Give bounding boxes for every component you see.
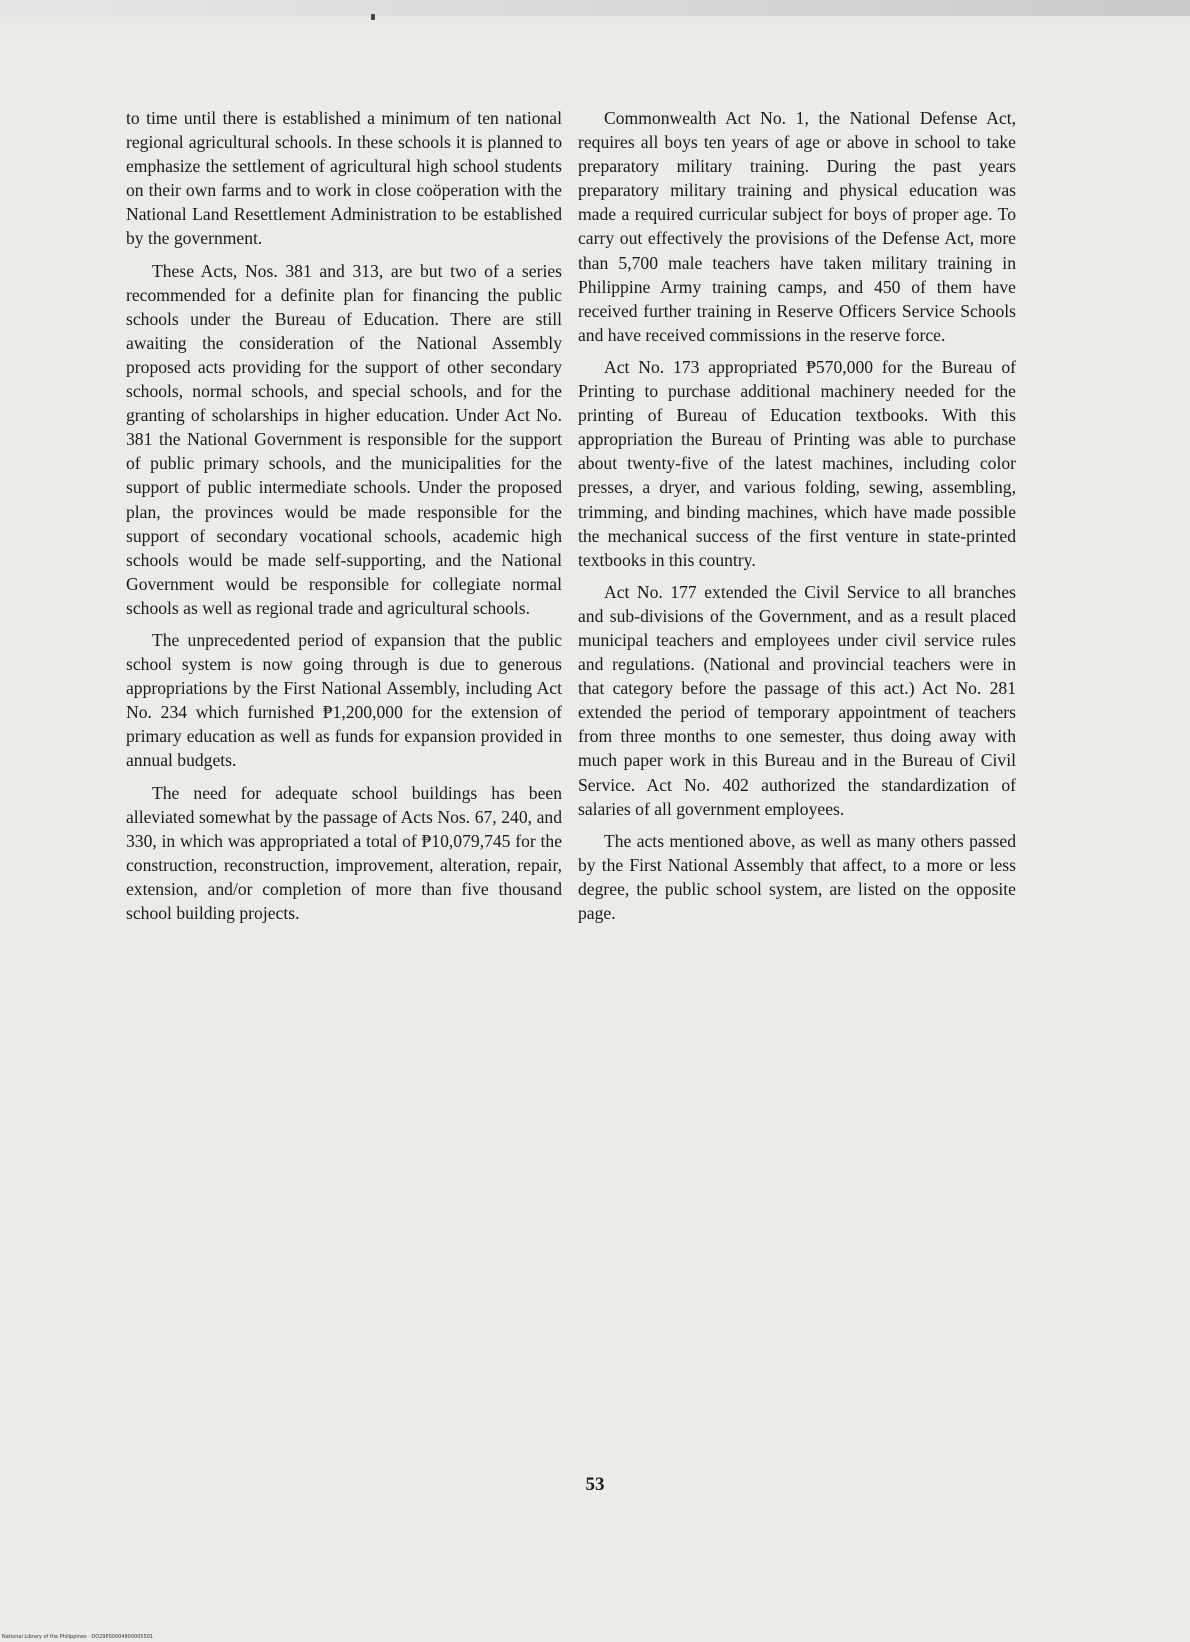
paragraph: The need for adequate school buildings has been alleviated somewhat by the passage of Acts Nos. 67, 240, and 330, in which was appropriated a total of ₱10,079,745 for the construction, reconstruction, improvement, alteration, repair, extension, and/or completion of more than five thousand school building projects. — [126, 782, 562, 923]
left-text-column — [126, 106, 562, 933]
paragraph: Act No. 177 extended the Civil Service to all branches and sub-divisions of the Government, and as a result placed municipal teachers and employees under civil service rules and regulations. (National and provincial teachers were in that category before the passage of this act.) Act No. 281 extended the period of temporary appointment of teachers from three months to one semester, thus doing away with much paper work in this Bureau and in the Bureau of Civil Service. Act No. 402 authorized the standardization of salaries of all government employees. — [578, 581, 1016, 819]
paragraph: Act No. 173 appropriated ₱570,000 for the Bureau of Printing to purchase additional machinery needed for the printing of Bureau of Education textbooks. With this appropriation the Bureau of Printing was able to purchase about twenty-five of the latest machines, including color presses, a dryer, and various folding, sewing, assembling, trimming, and binding machines, which have made possible the mechanical success of the first venture in state-printed textbooks in this country. — [578, 356, 1016, 570]
right-text-column — [578, 106, 1016, 933]
paragraph: The unprecedented period of expansion that the public school system is now going through is due to generous appropriations by the First National Assembly, including Act No. 234 which furnished ₱1,200,000 for the extension of primary education as well as funds for expansion provided in annual budgets. — [126, 629, 562, 771]
paragraph: to time until there is established a minimum of ten national regional agricultural schools. In these schools it is planned to emphasize the settlement of agricultural high school students on their own farms and to work in close coöperation with the National Land Resettlement Administration to be established by the government. — [126, 108, 562, 249]
page-number: 53 — [585, 1474, 605, 1495]
paragraph: The acts mentioned above, as well as many others passed by the First National Assembly that affect, to a more or less degree, the public school system, are listed on the opposite page. — [578, 830, 1016, 923]
paragraph: Commonwealth Act No. 1, the National Defense Act, requires all boys ten years of age or above in school to take preparatory military training. During the past years preparatory military training and physical education was made a required curricular subject for boys of proper age. To carry out effectively the provisions of the Defense Act, more than 5,700 male teachers have taken military training in Philippine Army training camps, and 450 of them have received further training in Reserve Officers Service Schools and have received commissions in the reserve force. — [578, 108, 1016, 345]
scan-speck — [371, 14, 375, 20]
archive-footer-note: National Library of the Philippines · DO29P00004800005501 — [2, 1634, 154, 1640]
paragraph: These Acts, Nos. 381 and 313, are but two of a series recommended for a definite plan for financing the public schools under the Bureau of Education. There are still awaiting the consideration of the National Assembly proposed acts providing for the support of other secondary schools, normal schools, and special schools, and for the granting of scholarships in higher education. Under Act No. 381 the National Government is responsible for the support of public primary schools, and the municipalities for the support of public intermediate schools. Under the proposed plan, the provinces would be made responsible for the support of secondary vocational schools, academic high schools would be made self-supporting, and the National Government would be responsible for collegiate normal schools as well as regional trade and agricultural schools. — [126, 260, 562, 618]
scan-top-edge — [0, 0, 1190, 16]
